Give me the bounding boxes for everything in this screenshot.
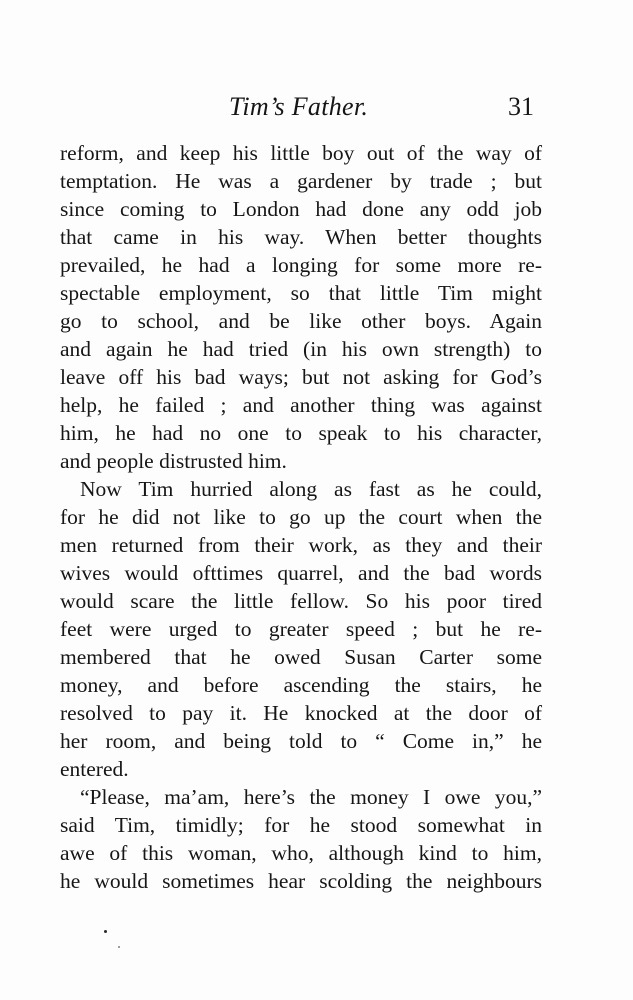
text-line: said Tim, timidly; for he stood somewhat in bbox=[60, 813, 542, 837]
page-number: 31 bbox=[508, 92, 534, 121]
print-speck bbox=[104, 930, 107, 933]
text-line: awe of this woman, who, although kind to him, bbox=[60, 841, 542, 865]
text-line: and people distrusted him. bbox=[60, 449, 287, 473]
text-line: membered that he owed Susan Carter some bbox=[60, 645, 542, 669]
text-line: feet were urged to greater speed ; but he re- bbox=[60, 617, 542, 641]
paragraph-start-line: “Please, ma’am, here’s the money I owe you,” bbox=[80, 785, 542, 809]
text-line: that came in his way. When better thoughts bbox=[60, 225, 542, 249]
text-line: entered. bbox=[60, 757, 129, 781]
text-line: him, he had no one to speak to his character, bbox=[60, 421, 542, 445]
text-line: leave off his bad ways; but not asking for God’s bbox=[60, 365, 542, 389]
text-line: since coming to London had done any odd job bbox=[60, 197, 542, 221]
text-line: go to school, and be like other boys. Again bbox=[60, 309, 542, 333]
running-title: Tim’s Father. bbox=[229, 92, 369, 121]
text-line: spectable employment, so that little Tim might bbox=[60, 281, 542, 305]
text-line: prevailed, he had a longing for some more re- bbox=[60, 253, 542, 277]
text-line: and again he had tried (in his own strength) to bbox=[60, 337, 542, 361]
print-speck bbox=[118, 946, 120, 948]
text-line: money, and before ascending the stairs, he bbox=[60, 673, 542, 697]
text-line: help, he failed ; and another thing was against bbox=[60, 393, 542, 417]
paragraph-start-line: Now Tim hurried along as fast as he could, bbox=[80, 477, 542, 501]
running-head bbox=[0, 92, 633, 132]
text-line: for he did not like to go up the court when the bbox=[60, 505, 542, 529]
text-line: resolved to pay it. He knocked at the door of bbox=[60, 701, 542, 725]
text-line: men returned from their work, as they and their bbox=[60, 533, 542, 557]
text-line: wives would ofttimes quarrel, and the bad words bbox=[60, 561, 542, 585]
text-line: temptation. He was a gardener by trade ; but bbox=[60, 169, 542, 193]
text-line: he would sometimes hear scolding the neighbours bbox=[60, 869, 542, 893]
text-line: her room, and being told to “ Come in,” he bbox=[60, 729, 542, 753]
text-line: reform, and keep his little boy out of the way of bbox=[60, 141, 542, 165]
text-line: would scare the little fellow. So his poor tired bbox=[60, 589, 542, 613]
